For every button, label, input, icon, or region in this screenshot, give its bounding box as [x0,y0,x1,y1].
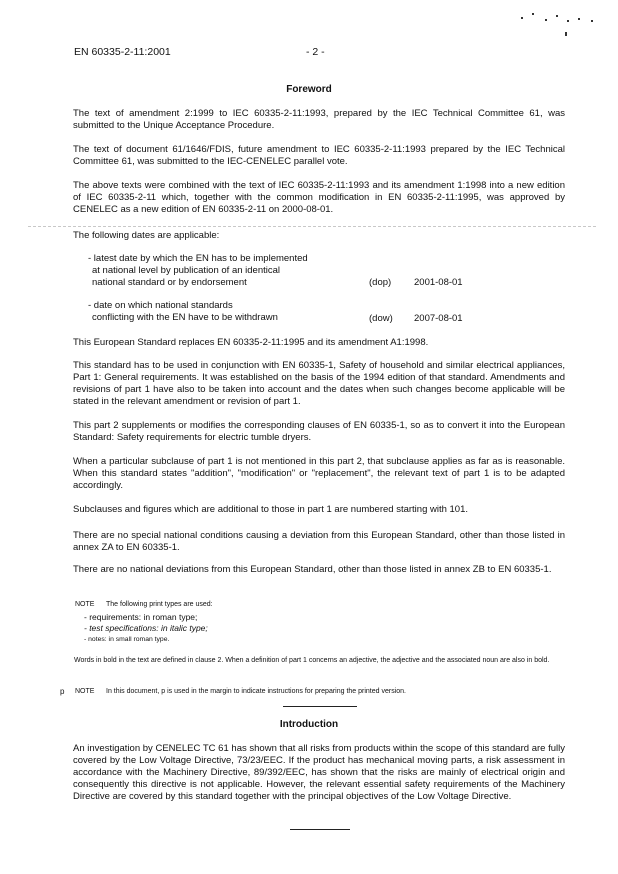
scan-speck [532,13,534,15]
note-intro: The following print types are used: [106,601,213,608]
foreword-paragraph: This part 2 supplements or modifies the corresponding clauses of EN 60335-1, so as to convert it into the European Standard: Safety requirements for electric tumble dryers. [73,420,565,443]
foreword-paragraph: When a particular subclause of part 1 is not mentioned in this part 2, that subclause applies as far as is reasonable. When this standard states "addition", "modification" or "replacement", the relevant text of part 1 is to be adapted accordingly. [73,456,565,491]
margin-marker: p [60,687,65,696]
end-rule [290,829,350,830]
scan-divider [28,226,596,227]
scan-speck [591,20,593,22]
date-entry-line: national standard or by endorsement [92,277,247,288]
margin-note-text: In this document, p is used in the margin to indicate instructions for preparing the printed version. [106,688,406,695]
date-entry-line: at national level by publication of an identical [92,265,281,276]
scan-speck [545,19,547,21]
note-label: NOTE [75,601,95,608]
foreword-paragraph: There are no national deviations from this European Standard, other than those listed in annex ZB to EN 60335-1. [73,564,552,575]
introduction-title: Introduction [279,719,339,730]
print-type-item: - notes: in small roman type. [84,636,170,643]
foreword-title: Foreword [286,84,332,95]
date-entry-line: - latest date by which the EN has to be implemented [88,253,308,264]
margin-note-label: NOTE [75,688,95,695]
scan-speck [578,18,580,20]
date-code: (dop) [369,277,392,288]
scan-speck [565,32,567,36]
introduction-paragraph: An investigation by CENELEC TC 61 has shown that all risks from products within the scope of this standard are fully covered by the Low Voltage Directive, 73/23/EEC. If the product has mechanical moving parts, a risk assessment in accordance with the Machinery Directive, 89/392/EEC, has shown that the risks are mainly of electrical origin and consequently this directive is not applicable. However, the relevant essential safety requirements of the Machinery Directive are covered by this standard together with the principal objectives of the Low Voltage Directive. [73,743,565,802]
date-entry-line: - date on which national standards [88,300,233,311]
foreword-paragraph: There are no special national conditions causing a deviation from this European Standard, other than those listed in annex ZA to EN 60335-1. [73,530,565,553]
bold-definition-note: Words in bold in the text are defined in clause 2. When a definition of part 1 concerns an adjective, the adjective and the associated noun are also in bold. [74,657,550,664]
scan-speck [556,15,558,17]
page-number: - 2 - [306,46,325,58]
date-code: (dow) [369,313,393,324]
date-entry-dow [88,300,278,324]
date-value: 2007-08-01 [414,313,463,324]
date-entry-dop [88,253,308,289]
foreword-paragraph: The text of amendment 2:1999 to IEC 60335-2-11:1993, prepared by the IEC Technical Committee 61, was submitted to the Unique Acceptance Procedure. [73,108,565,131]
scan-speck [521,17,523,19]
date-entry-line: conflicting with the EN have to be withdrawn [92,312,278,323]
foreword-paragraph: Subclauses and figures which are additional to those in part 1 are numbered starting with 101. [73,504,469,515]
print-type-item: - test specifications: in italic type; [84,623,208,633]
section-rule [283,706,357,707]
scan-speck [567,20,569,22]
standard-id: EN 60335-2-11:2001 [74,46,171,58]
print-type-item: - requirements: in roman type; [84,612,198,622]
foreword-paragraph: The above texts were combined with the text of IEC 60335-2-11:1993 and its amendment 1:1998 into a new edition of IEC 60335-2-11 which, together with the common modification in EN 60335-2-11:1995, was approved by CENELEC as a new edition of EN 60335-2-11 on 2000-08-01. [73,180,565,215]
foreword-paragraph: This standard has to be used in conjunction with EN 60335-1, Safety of household and similar electrical appliances, Part 1: General requirements. It was established on the basis of the 1994 edition of that standard. Amendments and revisions of part 1 have also to be taken into account and the dates when such changes become applicable will be stated in the relevant amendment or revision of part 1. [73,360,565,407]
foreword-paragraph: The text of document 61/1646/FDIS, future amendment to IEC 60335-2-11:1993 prepared by the IEC Technical Committee 61, was submitted to the IEC-CENELEC parallel vote. [73,144,565,167]
date-value: 2001-08-01 [414,277,463,288]
dates-intro: The following dates are applicable: [73,230,220,241]
foreword-paragraph: This European Standard replaces EN 60335-2-11:1995 and its amendment A1:1998. [73,337,429,348]
